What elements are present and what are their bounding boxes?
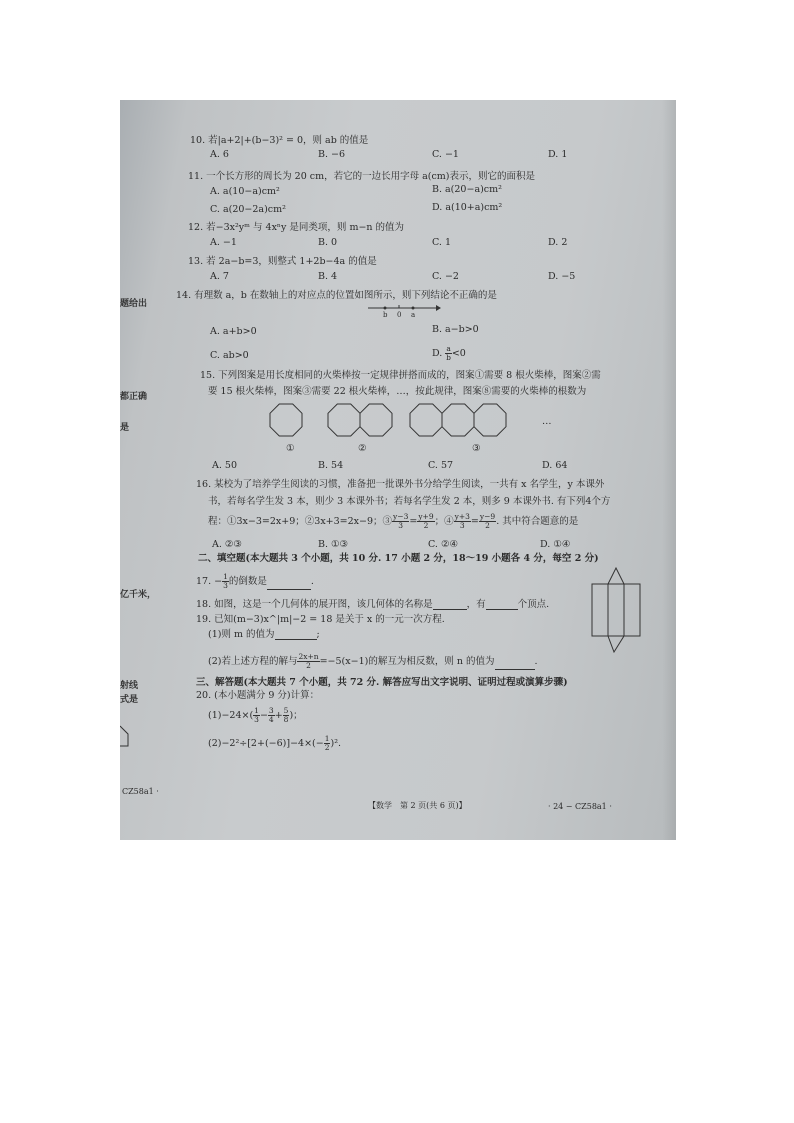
footer-left-code: CZ58a1 · xyxy=(122,787,159,796)
q18-vertex-blank[interactable] xyxy=(486,600,518,610)
pattern-2-label: ② xyxy=(358,443,367,454)
section-2-heading: 二、填空题(本大题共 3 个小题，共 10 分. 17 小题 2 分，18～19 小题各 4 分，每空 2 分) xyxy=(198,553,599,564)
q19-n-blank[interactable] xyxy=(495,660,535,670)
q17: 17. − $\frac{1}{3}$ 的倒数是 . xyxy=(196,572,314,590)
q13-option-c: C. −2 xyxy=(432,271,459,282)
pattern-ellipsis: … xyxy=(542,416,552,427)
q16-option-a: A. ②③ xyxy=(212,539,242,550)
q13-option-a: A. 7 xyxy=(210,271,229,282)
pattern-3-label: ③ xyxy=(472,443,481,454)
q18-name-blank[interactable] xyxy=(433,600,467,610)
q12-option-b: B. 0 xyxy=(318,237,338,248)
margin-fragment-6: 式是 xyxy=(120,695,139,705)
octagon xyxy=(410,404,442,436)
q19-part2: (2)若上述方程的解与 $\frac{2x+n}{2}$ =−5(x−1)的解互为相反数，则 n 的值为 . xyxy=(208,652,538,670)
q16-stem-line3: 程：①3x−3=2x+9；②3x+3=2x−9；③ $\frac{y-3}{3}$ = $\frac{y+9}{2}$ ；④ $\frac{y+3}{3}$ = $\frac{y-9}{2}$ . 其中符合题意的是 xyxy=(208,512,579,530)
q20-stem: 20. (本小题满分 9 分)计算： xyxy=(196,690,320,701)
footer-page-number: 【数学 第 2 页(共 6 页)】 xyxy=(368,801,467,810)
q16-option-d: D. ①④ xyxy=(540,539,571,550)
octagon xyxy=(442,404,474,436)
margin-fragment-3: 是 xyxy=(120,423,130,433)
q11-option-d: D. a(10+a)cm² xyxy=(432,202,503,213)
q15-option-c: C. 57 xyxy=(428,460,454,471)
q16-stem-line1: 16. 某校为了培养学生阅读的习惯，准备把一批课外书分给学生阅读，一共有 x 名学生，y 本课外 xyxy=(196,479,605,490)
q16-option-b: B. ①③ xyxy=(318,539,349,550)
axis-label-b: b xyxy=(383,311,388,319)
page-fold-shadow xyxy=(662,100,676,840)
q13-option-b: B. 4 xyxy=(318,271,338,282)
axis-label-a: a xyxy=(411,311,416,319)
q13-stem: 13. 若 2a−b=3，则整式 1+2b−4a 的值是 xyxy=(188,256,377,267)
q14-option-a: A. a+b>0 xyxy=(210,326,257,337)
q20-part1: (1)−24×( $\frac{1}{3}$ − $\frac{3}{4}$ + $\frac{5}{8}$ )； xyxy=(208,706,303,724)
matchstick-patterns xyxy=(270,402,530,442)
q15-stem-line2: 要 15 根火柴棒，图案③需要 22 根火柴棒，…，按此规律，图案⑧需要的火柴棒的根数为 xyxy=(208,386,587,397)
q16-option-c: C. ②④ xyxy=(428,539,459,550)
photographed-page xyxy=(120,100,676,840)
prism-net-figure xyxy=(588,562,646,658)
pattern-1-label: ① xyxy=(286,443,295,454)
q16-stem-line2: 书，若每名学生发 3 本，则少 3 本课外书；若每名学生发 2 本，则多 9 本课外书. 有下列4个方 xyxy=(208,496,611,507)
octagon xyxy=(270,404,302,436)
q11-stem: 11. 一个长方形的周长为 20 cm，若它的一边长用字母 a(cm)表示，则它的面积是 xyxy=(188,171,536,182)
q10-option-c: C. −1 xyxy=(432,149,459,160)
q10-stem: 10. 若|a+2|+(b−3)² = 0，则 ab 的值是 xyxy=(190,135,369,146)
axis-label-0: 0 xyxy=(397,311,402,319)
footer-right-code: · 24 − CZ58a1 · xyxy=(548,802,612,811)
section-3-heading: 三、解答题(本大题共 7 个小题，共 72 分. 解答应写出文字说明、证明过程或演算步骤) xyxy=(196,677,568,688)
q11-option-c: C. a(20−2a)cm² xyxy=(210,204,286,215)
q15-option-a: A. 50 xyxy=(212,460,237,471)
q12-option-a: A. −1 xyxy=(210,237,237,248)
margin-fragment-5: 射线 xyxy=(120,681,139,691)
q13-option-d: D. −5 xyxy=(548,271,576,282)
octagon xyxy=(328,404,360,436)
q12-option-d: D. 2 xyxy=(548,237,568,248)
q18: 18. 如图，这是一个几何体的展开图，该几何体的名称是 ，有 个顶点. xyxy=(196,599,550,610)
q14-stem: 14. 有理数 a，b 在数轴上的对应点的位置如图所示，则下列结论不正确的是 xyxy=(176,290,497,301)
octagon xyxy=(474,404,506,436)
q14-option-d: D. $\frac{a}{b}$ <0 xyxy=(432,344,466,362)
q10-option-a: A. 6 xyxy=(210,149,229,160)
q11-option-b: B. a(20−a)cm² xyxy=(432,184,502,195)
q15-stem-line1: 15. 下列图案是用长度相同的火柴棒按一定规律拼搭而成的，图案①需要 8 根火柴棒，图案②需 xyxy=(200,370,601,381)
q14-option-c: C. ab>0 xyxy=(210,350,249,361)
q20-part2: (2)−2²÷[2+(−6)]−4×(− $\frac{1}{2}$ )². xyxy=(208,734,342,752)
q10-option-b: B. −6 xyxy=(318,149,346,160)
margin-sketch-fragment xyxy=(120,724,130,748)
q17-answer-blank[interactable] xyxy=(267,580,311,590)
exam-paper xyxy=(120,100,676,840)
number-line xyxy=(368,300,440,322)
octagon xyxy=(360,404,392,436)
q11-option-a: A. a(10−a)cm² xyxy=(210,186,280,197)
q19-stem: 19. 已知(m−3)x^|m|−2 = 18 是关于 x 的一元一次方程. xyxy=(196,614,445,625)
q12-stem: 12. 若−3x²yᵐ 与 4xⁿy 是同类项，则 m−n 的值为 xyxy=(188,222,405,233)
q15-option-d: D. 64 xyxy=(542,460,568,471)
margin-fragment-2: 都正确 xyxy=(120,392,148,402)
q15-option-b: B. 54 xyxy=(318,460,344,471)
q10-option-d: D. 1 xyxy=(548,149,568,160)
q19-part1: (1)则 m 的值为 ; xyxy=(208,629,320,640)
q14-option-b: B. a−b>0 xyxy=(432,324,479,335)
margin-fragment-4: 亿千米， xyxy=(120,590,157,600)
margin-fragment-1: 题给出 xyxy=(120,299,148,309)
q19-m-blank[interactable] xyxy=(275,630,317,640)
q12-option-c: C. 1 xyxy=(432,237,452,248)
